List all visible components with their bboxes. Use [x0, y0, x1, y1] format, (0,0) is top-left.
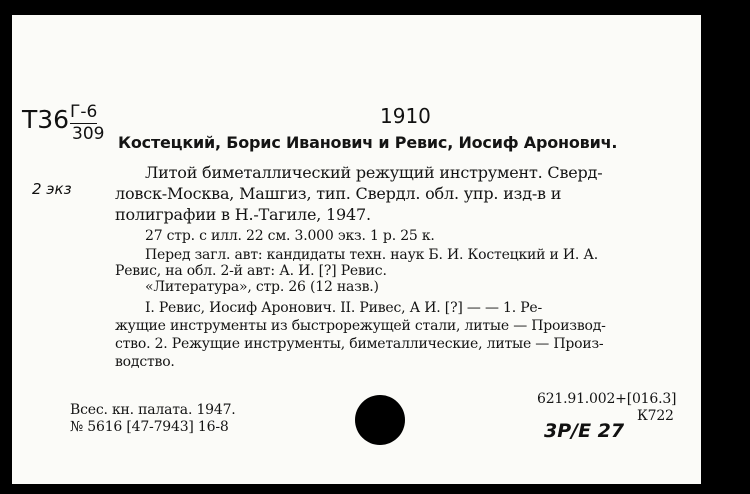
handwritten-copies-note: 2 экз: [32, 180, 72, 198]
handwritten-call-note: 3Р/Е 27: [544, 420, 625, 442]
tracing-line-3: ство. 2. Режущие инструменты, биметаллические, литые — Произ-: [115, 336, 604, 352]
title-line-1: Литой биметаллический режущий инструмент. Сверд-: [145, 163, 603, 182]
bibliography-note: «Литература», стр. 26 (12 назв.): [145, 279, 379, 295]
udc-index: 621.91.002+[016.3]: [537, 391, 677, 407]
cutter-number: К722: [637, 408, 674, 424]
handwritten-year: 1910: [380, 104, 431, 128]
scan-border-right: [701, 0, 750, 494]
authors-note-line-1: Перед загл. авт: кандидаты техн. наук Б. И. Костецкий и И. А.: [145, 247, 599, 263]
shelf-mark-prefix: Т36: [22, 105, 70, 134]
tracing-line-2: жущие инструменты из быстрорежущей стали, литые — Производ-: [115, 318, 606, 334]
shelf-mark-fraction-top: Г-6: [70, 102, 98, 122]
collation-note: 27 стр. с илл. 22 см. 3.000 экз. 1 р. 25 к.: [145, 228, 435, 244]
title-line-3: полиграфии в Н.-Тагиле, 1947.: [115, 205, 371, 224]
book-chamber-line-2: № 5616 [47-7943] 16-8: [70, 419, 229, 435]
book-chamber-line-1: Всес. кн. палата. 1947.: [70, 402, 236, 418]
catalog-card: [12, 15, 701, 484]
authors-note-line-2: Ревис, на обл. 2-й авт: А. И. [?] Ревис.: [115, 263, 387, 279]
tracing-line-4: водство.: [115, 354, 175, 370]
title-line-2: ловск-Москва, Машгиз, тип. Свердл. обл. упр. изд-в и: [115, 184, 562, 203]
author-heading: Костецкий, Борис Иванович и Ревис, Иосиф Аронович.: [118, 133, 618, 152]
tracing-line-1: I. Ревис, Иосиф Аронович. II. Ривес, А И. [?] — — 1. Ре-: [145, 300, 543, 316]
shelf-mark-fraction-bottom: 309: [72, 124, 105, 144]
punch-hole: [355, 395, 405, 445]
